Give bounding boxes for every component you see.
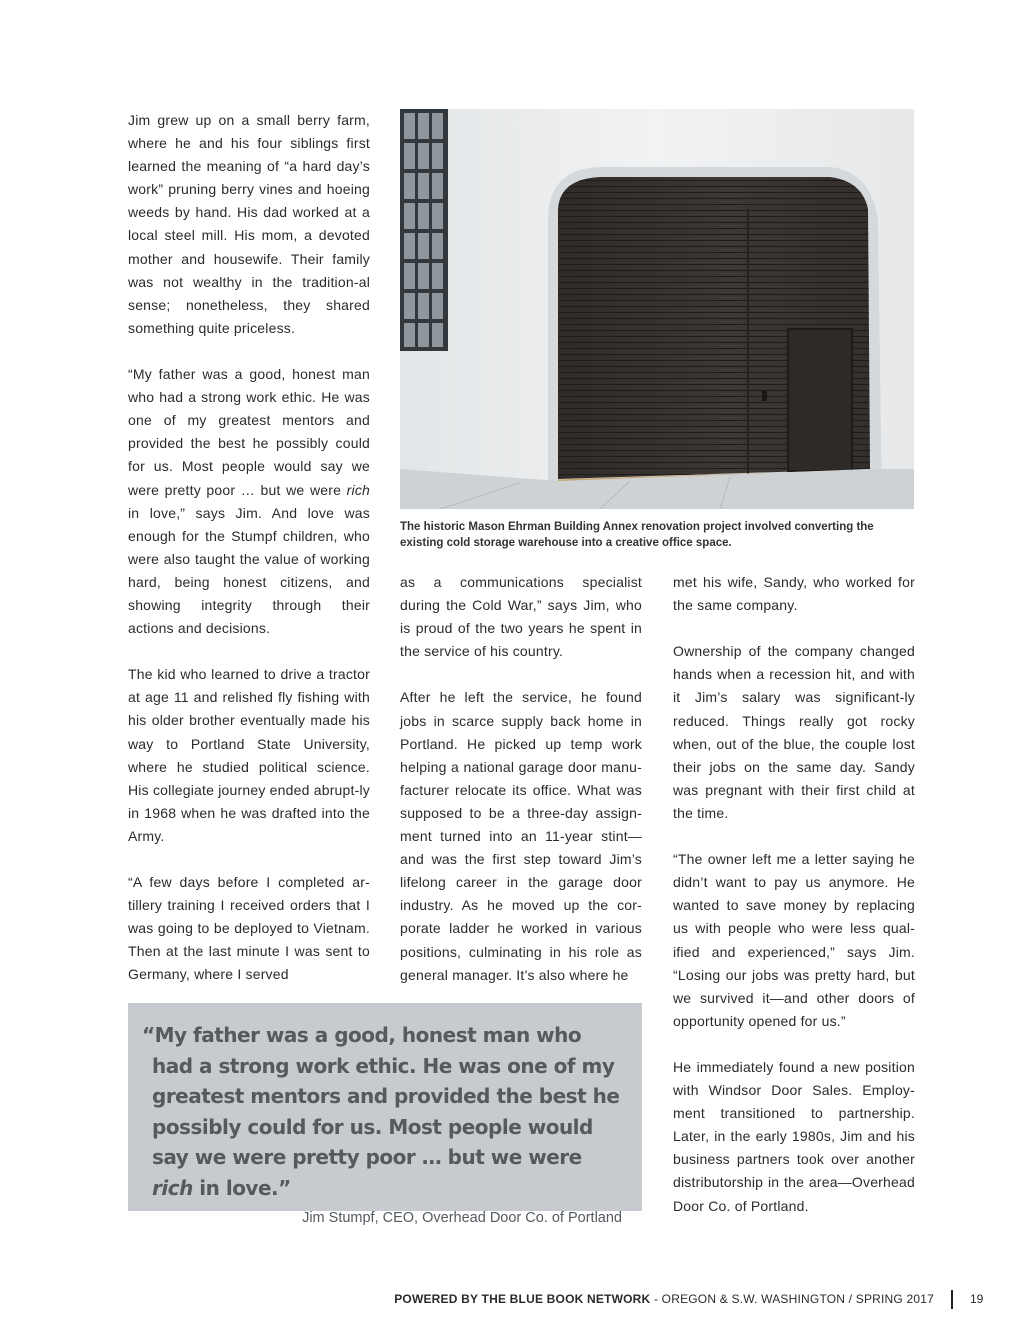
article-column-3 bbox=[673, 571, 915, 1218]
paragraph-artillery: “A few days before I completed ar-tillery training I received orders that I was going to be deployed to Vietnam. Then at the last minute I was sent to Germany, where I served bbox=[128, 874, 370, 983]
paragraph-owner-letter: “The owner left me a letter saying he didn’t want to pay us anymore. He wanted to save money by replacing us with people who were less qual-ified and experienced,” says Jim. “Losing our jobs was pretty hard, but we survived it—and other doors of opportunity opened for us.” bbox=[673, 851, 915, 1029]
footer-divider bbox=[951, 1290, 953, 1309]
paragraph-garage-career: After he left the service, he found jobs in scarce supply back home in Portland. He picked up temp work helping a national garage door manu-facturer relocate its office. What was supposed to be a three-day assign-ment turned into an 11-year stint—and was the first step toward Jim’s lifelong career in the garage door industry. As he moved up the cor-porate ladder he worked in various positions, culminating in his role as general manager. It’s also where he bbox=[400, 689, 642, 983]
article-column-2 bbox=[400, 571, 642, 987]
paragraph-berry-farm: Jim grew up on a small berry farm, where he and his four siblings first learned the meaning of “a hard day’s work” pruning berry vines and hoeing weeds by hand. His dad worked at a local steel mill. His mom, a devoted mother and housewife. Their family was not wealthy in the tradition-al sense; nonetheless, they shared something quite priceless. bbox=[128, 112, 370, 336]
paragraph-windsor: He immediately found a new position with Windsor Door Sales. Employ-ment transitioned to partnership. Later, in the early 1980s, Jim and his business partners took over another distributorship in the area—Overhead Door Co. of Portland. bbox=[673, 1058, 915, 1214]
pull-quote-text: “My father was a good, honest man who had a strong work ethic. He was one of my greatest mentors and provided the best he possibly could for us. Most people would say we were pretty poor … but we were rich in love.” bbox=[142, 1023, 620, 1200]
paragraph-cold-war: as a communications specialist during the Cold War,” says Jim, who is proud of the two years he spent in the service of his country. bbox=[400, 574, 642, 660]
paragraph-tractor-psu: The kid who learned to drive a tractor at age 11 and relished fly fishing with his older brother eventually made his way to Portland State University, where he studied political science. His collegiate journey ended abrupt-ly in 1968 when he was drafted into the Army. bbox=[128, 666, 370, 844]
photo-caption: The historic Mason Ehrman Building Annex renovation project involved converting the existing cold storage warehouse into a creative office space. bbox=[400, 521, 874, 549]
warehouse-door-illustration bbox=[400, 109, 914, 509]
page-footer bbox=[394, 1292, 934, 1306]
footer-brand: POWERED BY THE BLUE BOOK NETWORK bbox=[394, 1292, 651, 1306]
paragraph-met-wife: met his wife, Sandy, who worked for the same company. bbox=[673, 574, 915, 614]
pull-quote-box bbox=[128, 1003, 642, 1226]
page-number: 19 bbox=[970, 1292, 984, 1306]
building-door-photo bbox=[400, 109, 914, 509]
pull-quote-attribution: Jim Stumpf, CEO, Overhead Door Co. of Portland bbox=[302, 1210, 622, 1226]
paragraph-recession: Ownership of the company changed hands when a recession hit, and with it Jim’s salary was significant-ly reduced. Things really got rocky when, out of the blue, the couple lost their jobs on the same day. Sandy was pregnant with their first child at the time. bbox=[673, 643, 915, 821]
paragraph-father-quote: “My father was a good, honest man who had a strong work ethic. He was one of my greatest mentors and provided the best he possibly could for us. Most people would say we were pretty poor … but we were rich in love,” says Jim. And love was enough for the Stumpf children, who were also taught the value of working hard, being honest citizens, and showing integrity through their actions and decisions. bbox=[128, 366, 370, 637]
footer-issue: - OREGON & S.W. WASHINGTON / SPRING 2017 bbox=[650, 1292, 934, 1306]
article-column-1 bbox=[128, 109, 370, 987]
